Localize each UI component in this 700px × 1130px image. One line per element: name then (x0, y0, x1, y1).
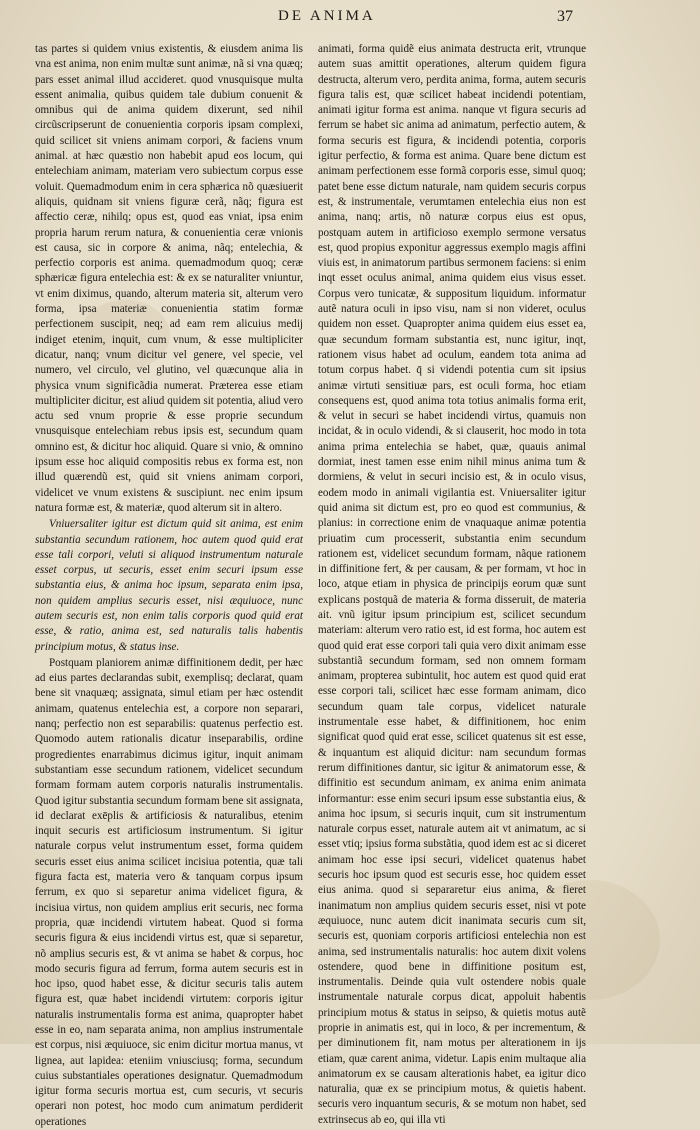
running-title: DE ANIMA (278, 8, 376, 24)
paragraph: animati, forma quidẽ eius animata destructa erit, vtrunque autem suas amittit operationes, alterum quidem figura destructa, alterum vero, perdita anima, forma, autem securis figura talis est, quæ scilicet habeat incidendi potentiam, animati igitur forma est anima. nanque vt figura securis ad ferrum se habet sic anima ad animatum, perfectio autem, & forma securis est figura, & incidendi potentia, corporis igitur perfectio, & forma est anima. Quare bene dictum est animam perfectionem esse formã corporis esse, simul quoq; patet bene esse dictum naturale, nam quidem securis corpus est, & instrumentale, verumtamen entelechia eius non est anima, nanq; artis, nõ naturæ corpus eius est opus, postquam autem in artificioso exemplo sermone versatus est, quod propius exponitur aggressus exemplo magis affini viuis est, in animatorum partibus sermonem faciens: si enim inqt esset oculus animal, anima quidem eius visus esset. Corpus vero tunicatæ, & suppositum liquidum. informatur autẽ natura oculi in ipso visu, nam si non videret, oculus quidem non esset. Quapropter anima quidem eius esset ea, quæ secundum formam substantia est, nunc igitur, inqt, rationem visus habet ad oculum, eandem tota anima ad totum corpus habet. q̄ si videndi potentia cum sit ipsius animæ virtuti sensitiuæ pars, est oculi forma, hoc etiam consequens est, quod anima tota totius animalis forma erit, & velut in securi se habet incidendi virtus, quamuis non incidat, & in oculo videndi, & si clauserit, hoc modo in tota anima prima entelechia se habet, quæ, quauis animal dormiat, inest tamen esse enim nihil minus anima tum & dormiens, & velut in securi incisio est, & in oculo visus, eodem modo in animali vigilantia est. Vniuersaliter igitur quid anima sit dictum est, pro eo quod est communius, & planius: in correctione enim de vnaquaque animæ potentia priuatim cum processerit, substantia enim secundum rationem est, videlicet secundum formam, nãque rationem in diffinitione fert, & per causam, & per formam, vt hoc in loco, atque etiam in physica de principijs eorum quæ sunt explicans postquã de materia & forma disseruit, de materia ait. vnũ igitur ipsum principium est, scilicet secundum materiam: alterum vero ratio est, id est forma, hoc autem est quod quid erat esse corpori tali quia vero dixit animam esse substantiã secundum formam, sed non omnem formam animam, propterea subintulit, hoc autem est quod quid erat esse corpori tali, scilicet hæc esse formam animam, dico secundum quam tale corpus, videlicet naturale instrumentale esse habet, & diffinitionem, hoc enim significat quod quid erat esse, scilicet quatenus sit est esse, & inquantum est aliquid dicitur: nam secundum formas rerum diffinitiones dantur, sic igitur & animatorum esse, & diffinitio est secundum animam, ex anima enim animata informantur: esse enim securi ipsum esse substantia eius, & anima hoc ipsum, si securis inquit, cum sit instrumentum naturale corpus esset, naturale autem ait vt animatum, ac si esset vtiq; ipsius forma substãtia, quod idem est ac si diceret animam hoc esse ipsi securi, videlicet quatenus habet securis hoc ipsum quod est securis esse, hoc quidem esset eius anima. quod si separaretur eius anima, & fieret inanimatum non amplius quidem securis esset, nisi vt pote æquiuoce, nunc autem dicit inanimata securis cum sit, securis est, quoniam corporis artificiosi entelechia non est anima, sed instrumentalis naturalis: hoc autem dixit volens ostendere, quod bene in diffinitione positum est, instrumentalis. Deinde quia vult ostendere nobis quale instrumentale naturale corpus dicat, appoluit habentis principium motus & status in seipso, & quietis motus autẽ proprie in animatis est, qui in loco, & per incrementum, & per diminutionem fit, nam motus per alterationem in ijs etiam, quæ carent anima, videtur. Lapis enim multaque alia animatorum ex se causam alterationis habet, ea igitur dico naturalia, quæ ex se principium motus, & quietis habent. securis vero inquantum securis, & se motum non habet, sed extrinsecus ab eo, qui illa vti (318, 43, 586, 1126)
lemma-paragraph: Vniuersaliter igitur est dictum quid sit anima, est enim substantia secundum rationem, hoc autem quod quid erat esse tali corpori, veluti si aliquod instrumentum naturale esset corpus, ut securis, esset enim securi ipsum esse substantia eius, & anima hoc ipsum, separata enim ipsa, non quidem amplius securis esset, nisi æquiuoce, nunc autem securis est, non enim talis corporis quod quid erat esse, & ratio, anima est, sed naturalis talis habentis principium motus, & status inse. (35, 518, 303, 653)
page-number: 37 (557, 8, 573, 25)
paragraph: Postquam planiorem animæ diffinitionem dedit, per hæc ad eius partes declarandas subit, exemplisq; declarat, quam bene sit vnaquæq; assignata, simul etiam per hæc ostendit animam, quatenus entelechia est, a corpore non separari, nanq; perfectio non est separabilis: quatenus perfectio est. Quomodo autem rationalis dicatur inseparabilis, ordine progredientes enarrabimus dicimus igitur, inquit animam substantiam esse secundum rationem, videlicet secundum formam formam autem corporis naturalis instrumentalis. Quod igitur substantia secundum formam bene sit assignata, id declarat exēplis & artificiosis & naturalibus, etenim inquit securis est artificiosum instrumentum. Si igitur naturale corpus velut instrumentum esset, forma quidem securis esset eius anima scilicet incisiua potentia, quæ tali figura facta est, materia vero & tanquam corpus ipsum ferrum, ex quo si separetur anima videlicet figura, & incisiua virtus, non quidem amplius erit securis, nec forma propria, quæ incidendi virtutem habeat. Quod si forma securis figura & eius incidendi virtus est, quæ si separetur, nõ amplius securis est, & vt anima se habet & corpus, hoc modo securis figura ad ferrum, forma autem securis est in hoc ipso, quod habet esse, & dicitur securis talis autem figura est, quæ habet incidendi virtutem: corporis igitur naturalis instrumentalis forma est anima, quapropter habet esse in eo, nam separata anima, non amplius instrumentale est corpus, nisi æquiuoce, sic enim dicitur mortua manus, vt lignea, aut lapidea: eteniim vniusciusq; forma, secundum cuius substantiales operationes designatur. Quemadmodum igitur forma securis mortua est, cum securis, vt securis operari non potest, hoc modo cum animatum perdiderit operationes (35, 656, 303, 1128)
right-text-column (318, 42, 586, 1126)
paragraph: tas partes si quidem vnius existentis, & eiusdem anima lis vna est anima, non enim multæ sunt animæ, nã si vna quæq; pars esset animal illud accideret. quod vnusquisque multa essent animalia, quibus quidem tale dubium conuenit & omnibus qui de anima quidem dixerunt, sed nihil circũscripserunt de conuenientia corporis ipsam complexi, quid scilicet sit vniens animam corpori, & faciens vnum animal. at hæc quæstio non habebit apud eos locum, qui entelechiam animam, materiam vero subiectum corpus esse voluit. Quemadmodum enim in cera sphærica nõ quæsiuerit aliquis, quidnam sit vniens figuræ cerã, nãq; figura est affectio ceræ, nihilq; opus est, quod eas vniat, ipsa enim propria harum rerum natura, & conuenientia ceræ vnionis est causa, sic in corpore & anima, nãq; entelechia, & perfectio corporis est anima. quemadmodum quoq; ceræ sphæricæ figura entelechia est: & ex se naturaliter vniuntur, vt enim diximus, quando, alterum materia sit, alterum vero forma, ipsa materiæ conuenientia statim formæ perfectionem suscipit, neq; ad eam rem alicuius medij indiget etenim, inquit, cum vnum, & esse multipliciter dicatur, nanq; vnum dicitur vel genere, vel specie, vel numero, vel circulo, vel glutino, vel quæcunque alia in physica vnum significãdia numerat. Præterea esse etiam multipliciter dicitur, est aliud quidem sit potentia, aliud vero actu sed vnum proprie & esse proprie secundum vnusquisque entelechiam rebus ipsis est, secundum quam omnino est, & dicitur hoc aliquid. Quare si vnio, & omnino ipsum esse hoc aliquid compositis rebus ex forma est, non illud quærendũ est, quid sit vniens animam corpori, videlicet ve vnum existens & suscipiunt. nec enim ipsum natura formæ est, & materiæ, quod alterum sit in altero. (35, 43, 303, 514)
running-header (0, 6, 700, 32)
left-text-column (35, 42, 303, 1128)
